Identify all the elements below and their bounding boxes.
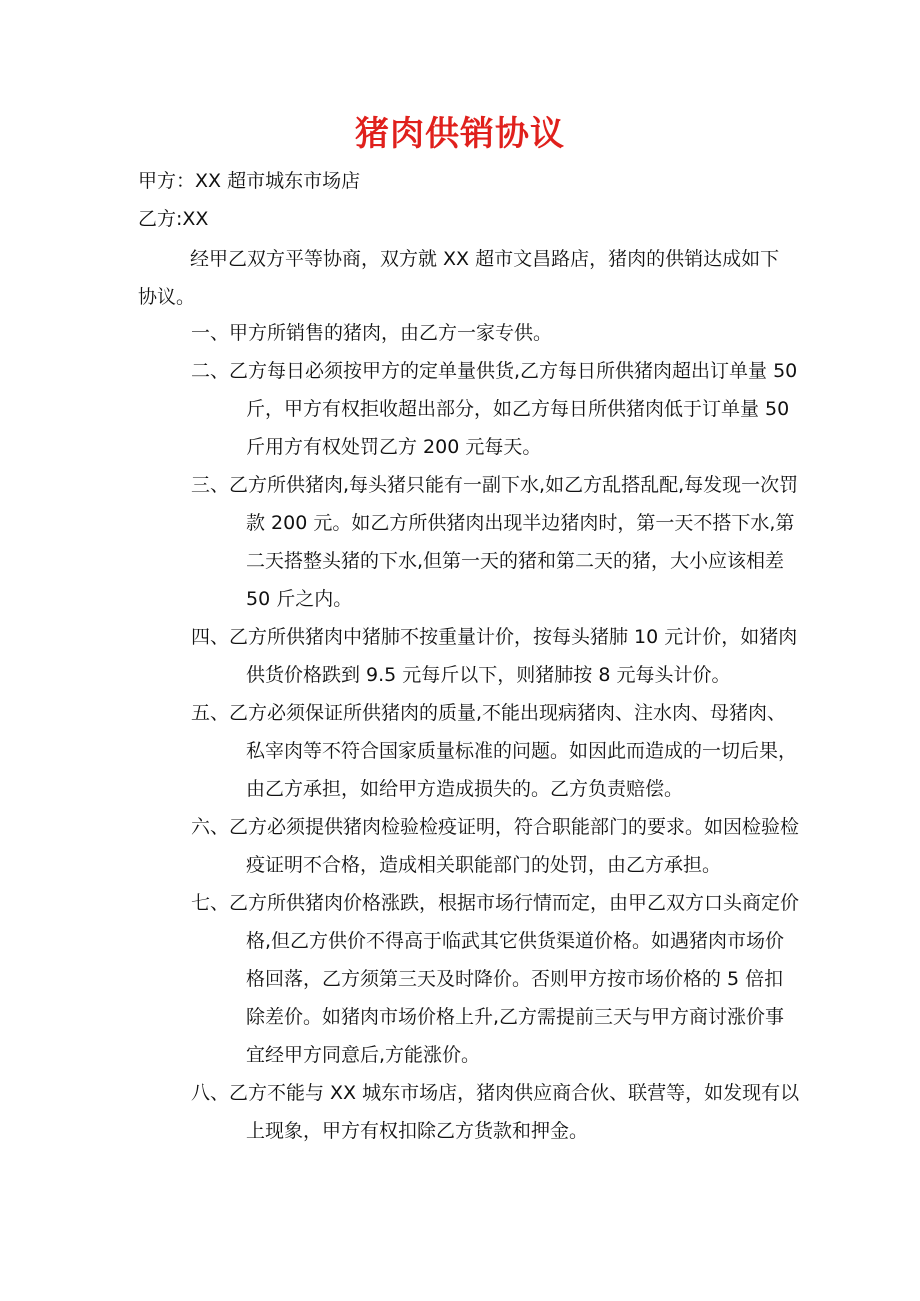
party-b: 乙方:XX [138,208,209,230]
clause-2: 二、乙方每日必须按甲方的定单量供货,乙方每日所供猪肉超出订单量 50 斤，甲方有权拒收超出部分，如乙方每日所供猪肉低于订单量 50 斤用方有权处罚乙方 200 元每天。 [191,360,798,458]
party-a: 甲方：XX 超市城东市场店 [138,170,361,192]
clause-3: 三、乙方所供猪肉,每头猪只能有一副下水,如乙方乱搭乱配,每发现一次罚款 200 元。如乙方所供猪肉出现半边猪肉时，第一天不搭下水,第二天搭整头猪的下水,但第一天的猪和第二天的猪，大小应该相差 50 斤之内。 [191,474,799,610]
intro-paragraph: 经甲乙双方平等协商，双方就 XX 超市文昌路店，猪肉的供销达成如下协议。 [138,248,780,308]
clause-6: 六、乙方必须提供猪肉检验检疫证明，符合职能部门的要求。如因检验检疫证明不合格，造成相关职能部门的处罚，由乙方承担。 [191,816,800,876]
clause-5: 五、乙方必须保证所供猪肉的质量,不能出现病猪肉、注水肉、母猪肉、私宰肉等不符合国家质量标准的问题。如因此而造成的一切后果，由乙方承担，如给甲方造成损失的。乙方负责赔偿。 [191,702,798,800]
clause-8: 八、乙方不能与 XX 城东市场店，猪肉供应商合伙、联营等，如发现有以上现象，甲方有权扣除乙方货款和押金。 [191,1082,800,1142]
clause-1: 一、甲方所销售的猪肉，由乙方一家专供。 [191,322,553,344]
document-title: 猪肉供销协议 [355,114,565,154]
clause-list [0,314,920,1150]
clause-4: 四、乙方所供猪肉中猪肺不按重量计价，按每头猪肺 10 元计价，如猪肉供货价格跌到 9.5 元每斤以下，则猪肺按 8 元每头计价。 [191,626,798,686]
clause-7: 七、乙方所供猪肉价格涨跌，根据市场行情而定，由甲乙双方口头商定价格,但乙方供价不得高于临武其它供货渠道价格。如遇猪肉市场价格回落，乙方须第三天及时降价。否则甲方按市场价格的 5 倍扣除差价。如猪肉市场价格上升,乙方需提前三天与甲方商讨涨价事宜经甲方同意后,方能涨价。 [191,892,800,1066]
